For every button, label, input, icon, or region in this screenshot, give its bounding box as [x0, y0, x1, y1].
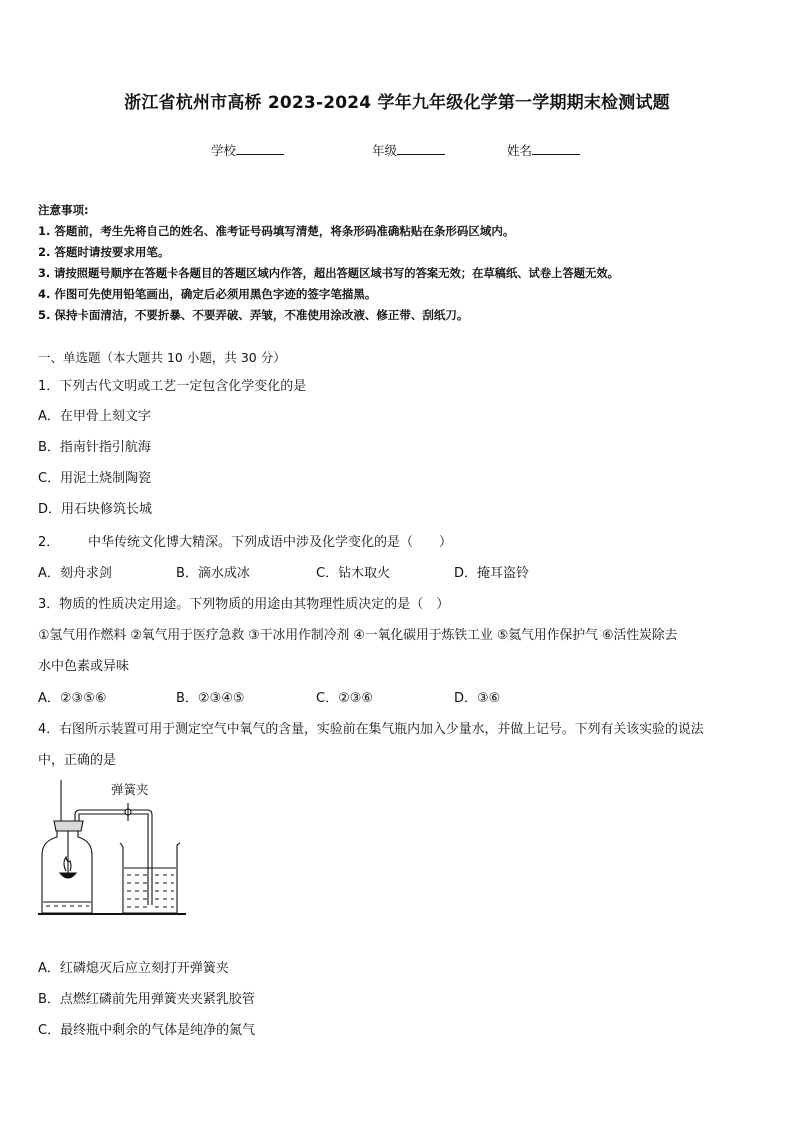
notice-heading: 注意事项: [38, 203, 89, 217]
grade-blank [397, 142, 445, 155]
grade-field [372, 141, 445, 159]
school-label: 学校 [211, 143, 237, 158]
q2-option-a: A．刻舟求剑 [38, 566, 112, 581]
gas-collecting-bottle [42, 831, 92, 913]
name-blank [532, 142, 580, 155]
school-field [211, 141, 284, 159]
rubber-stopper [54, 821, 83, 831]
q2-option-b: B．滴水成冰 [176, 566, 250, 581]
notice-item-3: 3. 请按照题号顺序在答题卡各题目的答题区域内作答，超出答题区域书写的答案无效；在草稿纸、试卷上答题无效。 [38, 267, 619, 280]
connecting-tube [75, 810, 152, 905]
name-field [507, 141, 580, 159]
q3-items-line1: ①氢气用作燃料 ②氧气用于医疗急救 ③干冰用作制冷剂 ④一氧化碳用于炼铁工业 ⑤氦气用作保护气 ⑥活性炭除去 [38, 628, 678, 643]
q2-stem: 中华传统文化博大精深。下列成语中涉及化学变化的是（ ） [88, 535, 453, 550]
q3-items-line2: 水中色素或异味 [38, 659, 130, 674]
q1-option-a: A．在甲骨上刻文字 [38, 409, 151, 424]
notice-item-1: 1. 答题前，考生先将自己的姓名、准考证号码填写清楚，将条形码准确粘贴在条形码区域内。 [38, 224, 515, 238]
page-title: 浙江省杭州市高桥 2023-2024 学年九年级化学第一学期期末检测试题 [124, 93, 670, 113]
q1-option-c: C．用泥土烧制陶瓷 [38, 471, 152, 486]
q2-number: 2． [38, 535, 60, 550]
q2-option-d: D．掩耳盗铃 [454, 566, 530, 581]
q4-option-b: B．点燃红磷前先用弹簧夹夹紧乳胶管 [38, 992, 255, 1007]
spring-clip-label: 弹簧夹 [111, 782, 149, 797]
q1-stem: 1．下列古代文明或工艺一定包含化学变化的是 [38, 379, 307, 394]
beaker-water-marks [127, 875, 174, 907]
grade-label: 年级 [372, 143, 398, 158]
combustion-spoon [60, 873, 76, 878]
notice-item-2: 2. 答题时请按要求用笔。 [38, 245, 170, 259]
section-heading: 一、单选题（本大题共 10 小题，共 30 分） [38, 350, 286, 365]
q4-option-a: A．红磷熄灭后应立刻打开弹簧夹 [38, 961, 229, 976]
notice-item-5: 5. 保持卡面清洁，不要折暴、不要弄破、弄皱，不准使用涂改液、修正带、刮纸刀。 [38, 308, 469, 322]
q3-option-a: A．②③⑤⑥ [38, 691, 107, 706]
q2-option-c: C．钻木取火 [316, 566, 391, 581]
beaker [120, 843, 180, 913]
name-label: 姓名 [507, 143, 533, 158]
q3-stem: 3．物质的性质决定用途。下列物质的用途由其物理性质决定的是（ ） [38, 597, 450, 612]
school-blank [236, 142, 284, 155]
q1-option-d: D．用石块修筑长城 [38, 502, 153, 517]
q3-option-d: D．③⑥ [454, 691, 501, 706]
q3-option-c: C．②③⑥ [316, 691, 374, 706]
q3-option-b: B．②③④⑤ [176, 691, 245, 706]
q4-stem-line1: 4．右图所示装置可用于测定空气中氧气的含量，实验前在集气瓶内加入少量水，并做上记号。下列有关该实验的说法 [38, 722, 704, 737]
q4-option-c: C．最终瓶中剩余的气体是纯净的氮气 [38, 1023, 256, 1038]
oxygen-measurement-apparatus [30, 775, 195, 920]
q4-stem-line2: 中，正确的是 [38, 753, 117, 768]
q1-option-b: B．指南针指引航海 [38, 440, 151, 455]
notice-item-4: 4. 作图可先使用铅笔画出，确定后必须用黑色字迹的签字笔描黑。 [38, 287, 377, 301]
